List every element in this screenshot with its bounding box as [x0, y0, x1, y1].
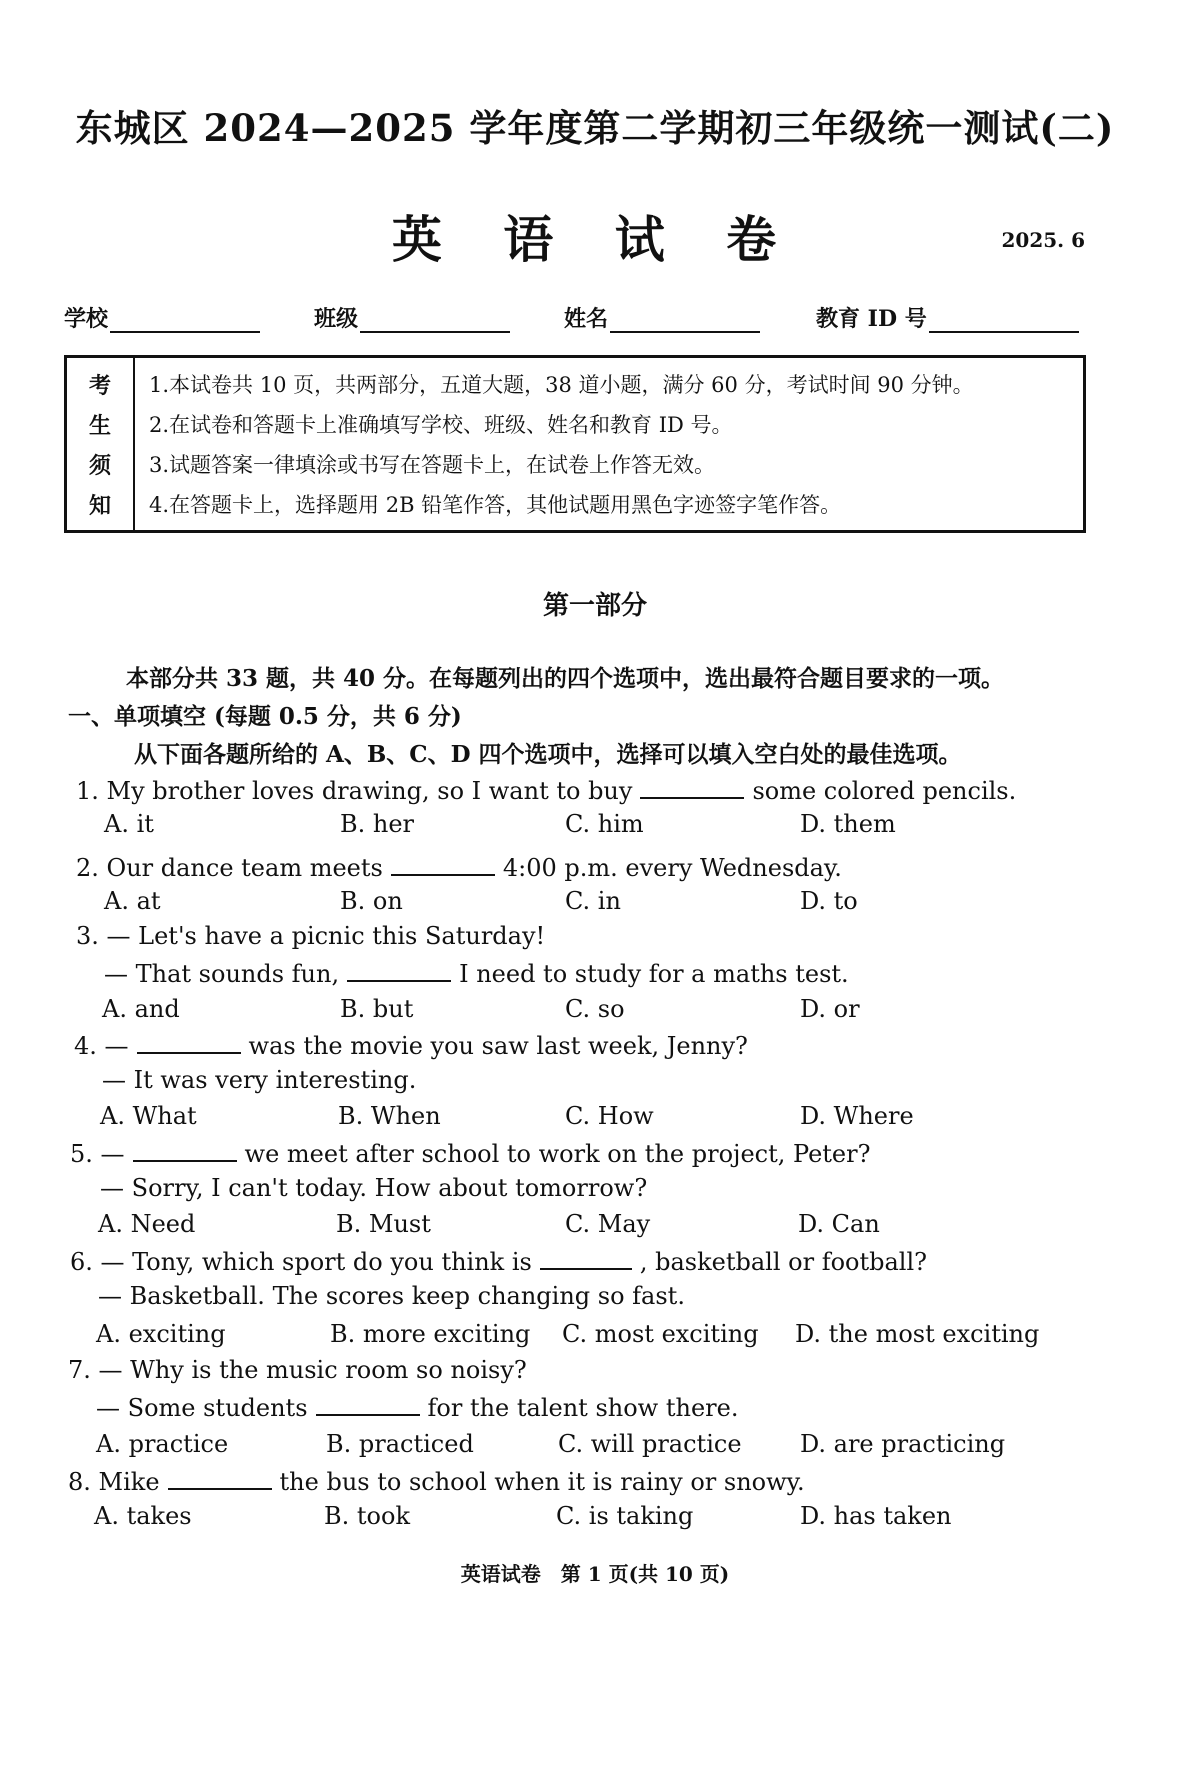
stem-text: I need to study for a maths test. — [459, 960, 849, 988]
notice-label-char: 须 — [88, 452, 111, 479]
option-d[interactable]: D. to — [800, 887, 858, 915]
question-response — [96, 1392, 738, 1422]
notice-item: 3.试题答案一律填涂或书写在答题卡上，在试卷上作答无效。 — [149, 453, 716, 477]
class-input-line[interactable] — [360, 307, 510, 333]
option-b[interactable]: B. practiced — [326, 1430, 474, 1458]
stem-text: — That sounds fun, — [104, 960, 340, 988]
answer-blank — [316, 1392, 420, 1416]
student-info-row — [64, 302, 1086, 342]
answer-blank — [168, 1466, 272, 1490]
stem-text: we meet after school to work on the project, Peter? — [244, 1140, 871, 1168]
education-id-input-line[interactable] — [929, 307, 1079, 333]
school-field[interactable] — [64, 302, 260, 333]
notice-label-char: 知 — [88, 492, 111, 519]
question-stem — [76, 922, 545, 950]
answer-blank — [133, 1138, 237, 1162]
stem-text: — Some students — [96, 1394, 308, 1422]
option-d[interactable]: D. them — [800, 810, 896, 838]
option-b[interactable]: B. When — [338, 1102, 441, 1130]
answer-blank — [137, 1030, 241, 1054]
question-stem — [76, 852, 842, 882]
option-b[interactable]: B. more exciting — [330, 1320, 531, 1348]
option-d[interactable]: D. are practicing — [800, 1430, 1006, 1458]
option-c[interactable]: C. How — [565, 1102, 654, 1130]
stem-text: — Sorry, I can't today. How about tomorrow? — [100, 1174, 648, 1202]
name-label: 姓名 — [564, 306, 609, 332]
option-a[interactable]: A. takes — [94, 1502, 192, 1530]
answer-blank — [640, 775, 744, 799]
notice-item: 4.在答题卡上，选择题用 2B 铅笔作答，其他试题用黑色字迹签字笔作答。 — [149, 493, 842, 517]
option-c[interactable]: C. him — [565, 810, 644, 838]
option-b[interactable]: B. her — [340, 810, 415, 838]
exam-date: 2025. 6 — [1001, 228, 1085, 252]
stem-text: — Basketball. The scores keep changing so fast. — [98, 1282, 685, 1310]
option-d[interactable]: D. the most exciting — [795, 1320, 1040, 1348]
question-stem — [70, 1246, 927, 1276]
exam-title: 东城区 2024—2025 学年度第二学期初三年级统一测试(二) — [75, 106, 1115, 150]
question-stem — [70, 1138, 870, 1168]
question-stem — [68, 1466, 805, 1496]
stem-text: , basketball or football? — [639, 1248, 928, 1276]
notice-label-char: 考 — [88, 372, 111, 399]
class-label: 班级 — [314, 306, 359, 332]
option-d[interactable]: D. Where — [800, 1102, 914, 1130]
option-b[interactable]: B. but — [340, 995, 414, 1023]
school-input-line[interactable] — [110, 307, 260, 333]
question-response — [100, 1174, 647, 1202]
option-a[interactable]: A. and — [102, 995, 180, 1023]
name-field[interactable] — [564, 302, 760, 333]
stem-text: some colored pencils. — [752, 777, 1017, 805]
class-field[interactable] — [314, 302, 510, 333]
notice-label-char: 生 — [88, 412, 111, 439]
section-instruction: 从下面各题所给的 A、B、C、D 四个选项中，选择可以填入空白处的最佳选项。 — [134, 741, 962, 768]
subject-title: 英 语 试 卷 — [391, 210, 799, 269]
option-a[interactable]: A. What — [100, 1102, 197, 1130]
stem-text: was the movie you saw last week, Jenny? — [248, 1032, 748, 1060]
option-a[interactable]: A. practice — [96, 1430, 229, 1458]
option-c[interactable]: C. in — [565, 887, 621, 915]
question-response — [104, 958, 849, 988]
stem-text: 8. Mike — [68, 1468, 160, 1496]
option-b[interactable]: B. on — [340, 887, 403, 915]
option-b[interactable]: B. Must — [336, 1210, 431, 1238]
education-id-field[interactable] — [816, 302, 1079, 333]
notice-items — [135, 358, 1083, 530]
option-a[interactable]: A. exciting — [96, 1320, 226, 1348]
stem-text: for the talent show there. — [427, 1394, 739, 1422]
option-a[interactable]: A. Need — [98, 1210, 196, 1238]
school-label: 学校 — [64, 306, 109, 332]
part-title: 第一部分 — [542, 591, 647, 621]
option-c[interactable]: C. so — [565, 995, 625, 1023]
name-input-line[interactable] — [610, 307, 760, 333]
option-a[interactable]: A. at — [104, 887, 161, 915]
stem-text: 3. — Let's have a picnic this Saturday! — [76, 922, 546, 950]
option-c[interactable]: C. May — [565, 1210, 651, 1238]
page-footer: 英语试卷 第 1 页(共 10 页) — [460, 1562, 730, 1586]
stem-text: the bus to school when it is rainy or snowy. — [279, 1468, 805, 1496]
question-stem — [74, 1030, 748, 1060]
option-d[interactable]: D. has taken — [800, 1502, 952, 1530]
stem-text: 7. — Why is the music room so noisy? — [68, 1356, 527, 1384]
notice-label — [67, 358, 135, 530]
option-c[interactable]: C. most exciting — [562, 1320, 759, 1348]
part-intro: 本部分共 33 题，共 40 分。在每题列出的四个选项中，选出最符合题目要求的一项。 — [126, 665, 1005, 692]
stem-text: 4:00 p.m. every Wednesday. — [502, 854, 842, 882]
section-title: 一、单项填空 (每题 0.5 分，共 6 分) — [68, 703, 462, 730]
option-d[interactable]: D. or — [800, 995, 860, 1023]
option-c[interactable]: C. is taking — [556, 1502, 694, 1530]
answer-blank — [540, 1246, 632, 1270]
stem-text: 2. Our dance team meets — [76, 854, 383, 882]
stem-text: — It was very interesting. — [102, 1066, 417, 1094]
stem-text: 4. — — [74, 1032, 129, 1060]
question-response — [98, 1282, 685, 1310]
answer-blank — [347, 958, 451, 982]
stem-text: 6. — Tony, which sport do you think is — [70, 1248, 532, 1276]
option-a[interactable]: A. it — [104, 810, 154, 838]
option-b[interactable]: B. took — [324, 1502, 410, 1530]
stem-text: 1. My brother loves drawing, so I want to buy — [76, 777, 633, 805]
answer-blank — [391, 852, 495, 876]
candidate-notice-box — [64, 355, 1086, 533]
notice-item: 2.在试卷和答题卡上准确填写学校、班级、姓名和教育 ID 号。 — [149, 413, 733, 437]
question-stem — [68, 1356, 527, 1384]
option-d[interactable]: D. Can — [798, 1210, 880, 1238]
question-stem — [76, 775, 1016, 805]
option-c[interactable]: C. will practice — [558, 1430, 742, 1458]
notice-item: 1.本试卷共 10 页，共两部分，五道大题，38 道小题，满分 60 分，考试时间 90 分钟。 — [149, 373, 974, 397]
stem-text: 5. — — [70, 1140, 125, 1168]
question-response — [102, 1066, 416, 1094]
education-id-label: 教育 ID 号 — [816, 306, 927, 332]
